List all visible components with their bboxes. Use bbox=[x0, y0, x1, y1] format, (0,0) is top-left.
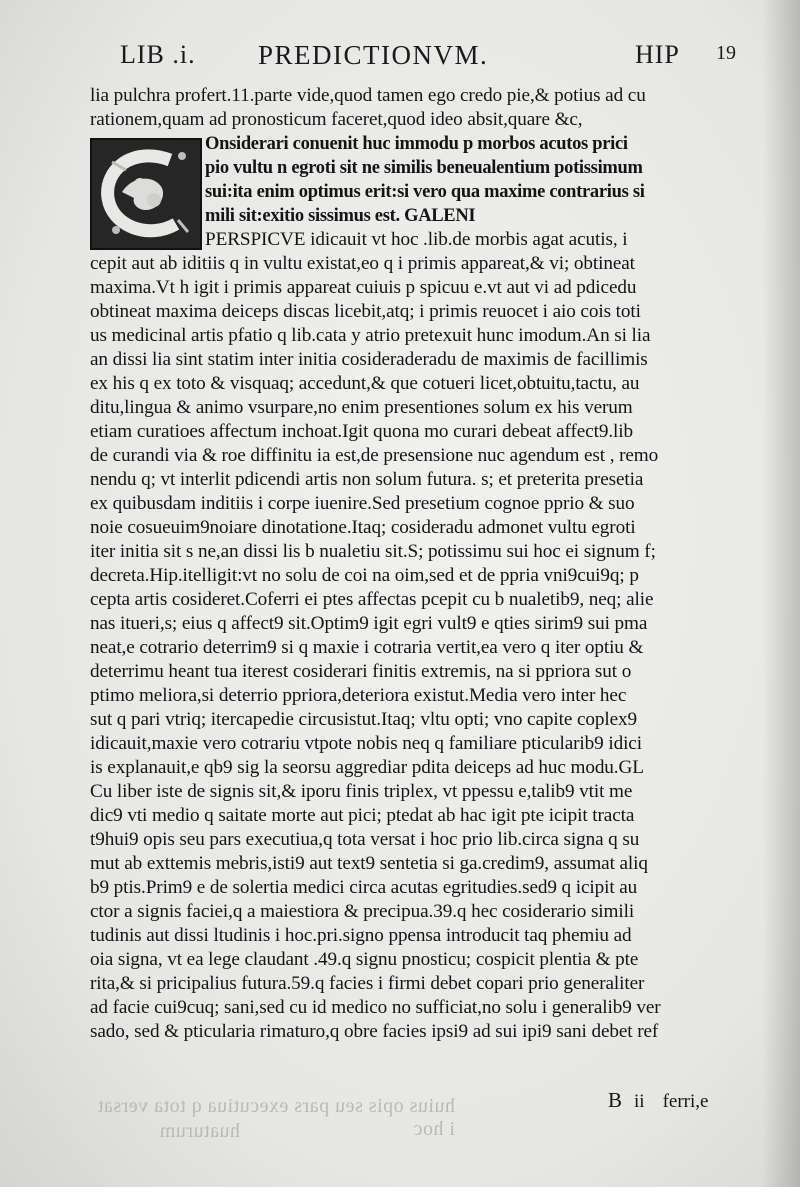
folio-number: 19 bbox=[716, 42, 736, 64]
text-line: sut q pari vtriq; itercapedie circusistut.Itaq; vltu opti; vno capite coplex9 bbox=[90, 709, 637, 730]
text-line: de curandi via & roe diffinitu ia est,de presensione nuc agendum est , remo bbox=[90, 445, 659, 466]
text-line: nas itueri,s; eius q affect9 sit.Optim9 igit egri vult9 e qties sirim9 sui pma bbox=[90, 613, 648, 634]
text-line: pio vultu n egroti sit ne similis beneualentium potissimum bbox=[205, 158, 643, 178]
bleed-through-text-2: huaturum bbox=[159, 1120, 240, 1142]
decorated-initial-c bbox=[90, 138, 202, 250]
text-line: noie cosueuim9noiare dinotatione.Itaq; cosideradu admonet vultu egroti bbox=[90, 517, 636, 538]
text-line: iter initia sit s ne,an dissi lis b nualetiu sit.S; potissimu sui hoc ei signum f; bbox=[90, 541, 656, 562]
text-line: ad facie cui9cuq; sani,sed cu id medico no sufficiat,no solu i generalib9 ver bbox=[90, 997, 661, 1018]
text-line: sui:ita enim optimus erit:si vero qua maxime contrarius si bbox=[205, 182, 645, 202]
text-line: t9hui9 opis seu pars executiua,q tota versat i hoc prio lib.circa signa q su bbox=[90, 829, 640, 850]
text-line: Onsiderari conuenit huc immodu p morbos acutos prici bbox=[205, 134, 628, 154]
text-line: cepit aut ab iditiis q in vultu existat,eo q i primis appareat,& vi; obtineat bbox=[90, 253, 635, 274]
text-line: etiam curatioes affectum inchoat.Igit quona mo curari debeat affect9.lib bbox=[90, 421, 633, 442]
text-line: cepta artis cosideret.Coferri ei ptes affectas pcepit cu b nualetib9, neq; alie bbox=[90, 589, 654, 610]
text-line: mut ab exttemis mebris,isti9 aut text9 sentetia si ga.credim9, assumat aliq bbox=[90, 853, 648, 874]
text-line: ex quibusdam inditiis i corpe iuenire.Sed presetium cognoe pprio & suo bbox=[90, 493, 635, 514]
text-line: us medicinal artis pfatio q lib.cata y atrio pretexuit hunc imodum.An si lia bbox=[90, 325, 651, 346]
text-line: tudinis aut dissi ltudinis i hoc.pri.signo ppensa introducit taq phemiu ad bbox=[90, 925, 632, 946]
header-book-number: LIB .i. bbox=[120, 40, 196, 69]
text-line: maxima.Vt h igit i primis appareat cuiuis p spicuu e.vt aut vi ad pdicedu bbox=[90, 277, 637, 298]
text-line: an dissi lia sint statim inter initia cosideraderadu de maximis de facillimis bbox=[90, 349, 648, 370]
signature-mark bbox=[608, 1088, 708, 1113]
text-line: idicauit,maxie vero cotrariu vtpote nobis neq q familiare pticularib9 idici bbox=[90, 733, 642, 754]
signature-letter: B bbox=[608, 1088, 623, 1112]
page-edge-shadow bbox=[762, 0, 800, 1187]
text-line: rita,& si pricipalius futura.59.q facies i firmi debet copari prio generaliter bbox=[90, 973, 645, 994]
text-line: ptimo meliora,si deterrio ppriora,deteriora existut.Media vero inter hec bbox=[90, 685, 627, 706]
text-line: Cu liber iste de signis sit,& iporu finis triplex, vt ppessu e,talib9 vtit me bbox=[90, 781, 633, 802]
text-line: obtineat maxima deiceps discas licebit,atq; i primis reuocet i aio cois toti bbox=[90, 301, 641, 322]
header-title: PREDICTIONVM. bbox=[258, 40, 489, 70]
text-line: ditu,lingua & animo vsurpare,no enim presentiones solum ex his verum bbox=[90, 397, 633, 418]
catchword: ferri,e bbox=[662, 1091, 709, 1112]
bleed-through-text: huius opis seu pars executiua q tota versat i hoc bbox=[97, 1095, 455, 1140]
text-line: sado, sed & pticularia rimaturo,q obre facies ipsi9 ad sui ipi9 sani debet ref bbox=[90, 1021, 659, 1042]
text-line: deterrimu heant tua iterest cosiderari finitis extremis, na si ppriora sut o bbox=[90, 661, 632, 682]
initial-ornament-icon bbox=[92, 140, 200, 248]
text-line: rationem,quam ad pronosticum faceret,quod ideo absit,quare &c, bbox=[90, 109, 583, 130]
signature-numeral: ii bbox=[634, 1091, 645, 1112]
text-block bbox=[90, 84, 740, 1044]
text-line: decreta.Hip.itelligit:vt no solu de coi na oim,sed et de ppria vni9cui9q; p bbox=[90, 565, 639, 586]
text-line: b9 ptis.Prim9 e de solertia medici circa acutas egritudies.sed9 q icipit au bbox=[90, 877, 638, 898]
text-line: is explanauit,e qb9 sig la seorsu aggrediar pdita deiceps ad huc modu.GL bbox=[90, 757, 644, 778]
text-line: PERSPICVE idicauit vt hoc .lib.de morbis agat acutis, i bbox=[205, 229, 628, 250]
text-line: ex his q ex toto & visquaq; accedunt,& que cotueri licet,obtuitu,tactu, au bbox=[90, 373, 640, 394]
header-author: HIP bbox=[635, 40, 680, 69]
text-line: dic9 vti medio q saitate morte aut pici; ptedat ab hac igit pte icipit tracta bbox=[90, 805, 635, 826]
text-line: ctor a signis faciei,q a maiestiora & precipua.39.q hec cosiderario simili bbox=[90, 901, 635, 922]
text-line: oia signa, vt ea lege claudant .49.q signu pnosticu; cospicit plentia & pte bbox=[90, 949, 639, 970]
running-header bbox=[0, 34, 800, 78]
text-line: neat,e cotrario deterrim9 si q maxie i cotraria vertit,ea vero q iter optiu & bbox=[90, 637, 644, 658]
text-line: lia pulchra profert.11.parte vide,quod tamen ego credo pie,& potius ad cu bbox=[90, 85, 646, 106]
text-line: mili sit:exitio sissimus est. GALENI bbox=[205, 206, 476, 226]
text-line: nendu q; vt interlit pdicendi artis non solum futura. s; et preterita presetia bbox=[90, 469, 644, 490]
